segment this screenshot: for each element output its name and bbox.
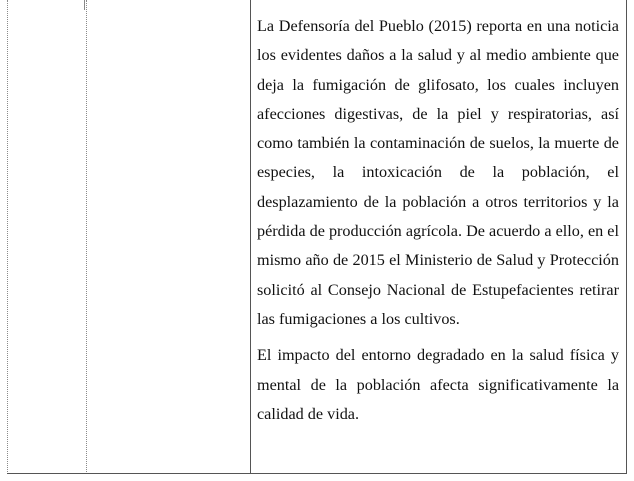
table-right-border bbox=[626, 0, 627, 474]
column-divider-1 bbox=[86, 0, 87, 474]
right-cell-text bbox=[257, 12, 619, 429]
paragraph-1: La Defensoría del Pueblo (2015) reporta en una noticia los evidentes daños a la salud y al medio ambiente que deja la fumigación de glifosato, los cuales incluyen afecciones digestivas, de la piel y respiratorias, así como también la contaminación de suelos, la muerte de especies, la intoxicación de la población, el desplazamiento de la población a otros territorios y la pérdida de producción agrícola. De acuerdo a ello, en el mismo año de 2015 el Ministerio de Salud y Protección solicitó al Consejo Nacional de Estupefacientes retirar las fumigaciones a los cultivos. bbox=[257, 17, 619, 328]
column-divider-2 bbox=[250, 0, 251, 474]
table-bottom-border bbox=[7, 473, 627, 474]
paragraph-2: El impacto del entorno degradado en la salud física y mental de la población afecta significativamente la calidad de vida. bbox=[257, 346, 619, 423]
column-divider-1-tick bbox=[84, 0, 85, 10]
table-left-border bbox=[7, 0, 8, 474]
